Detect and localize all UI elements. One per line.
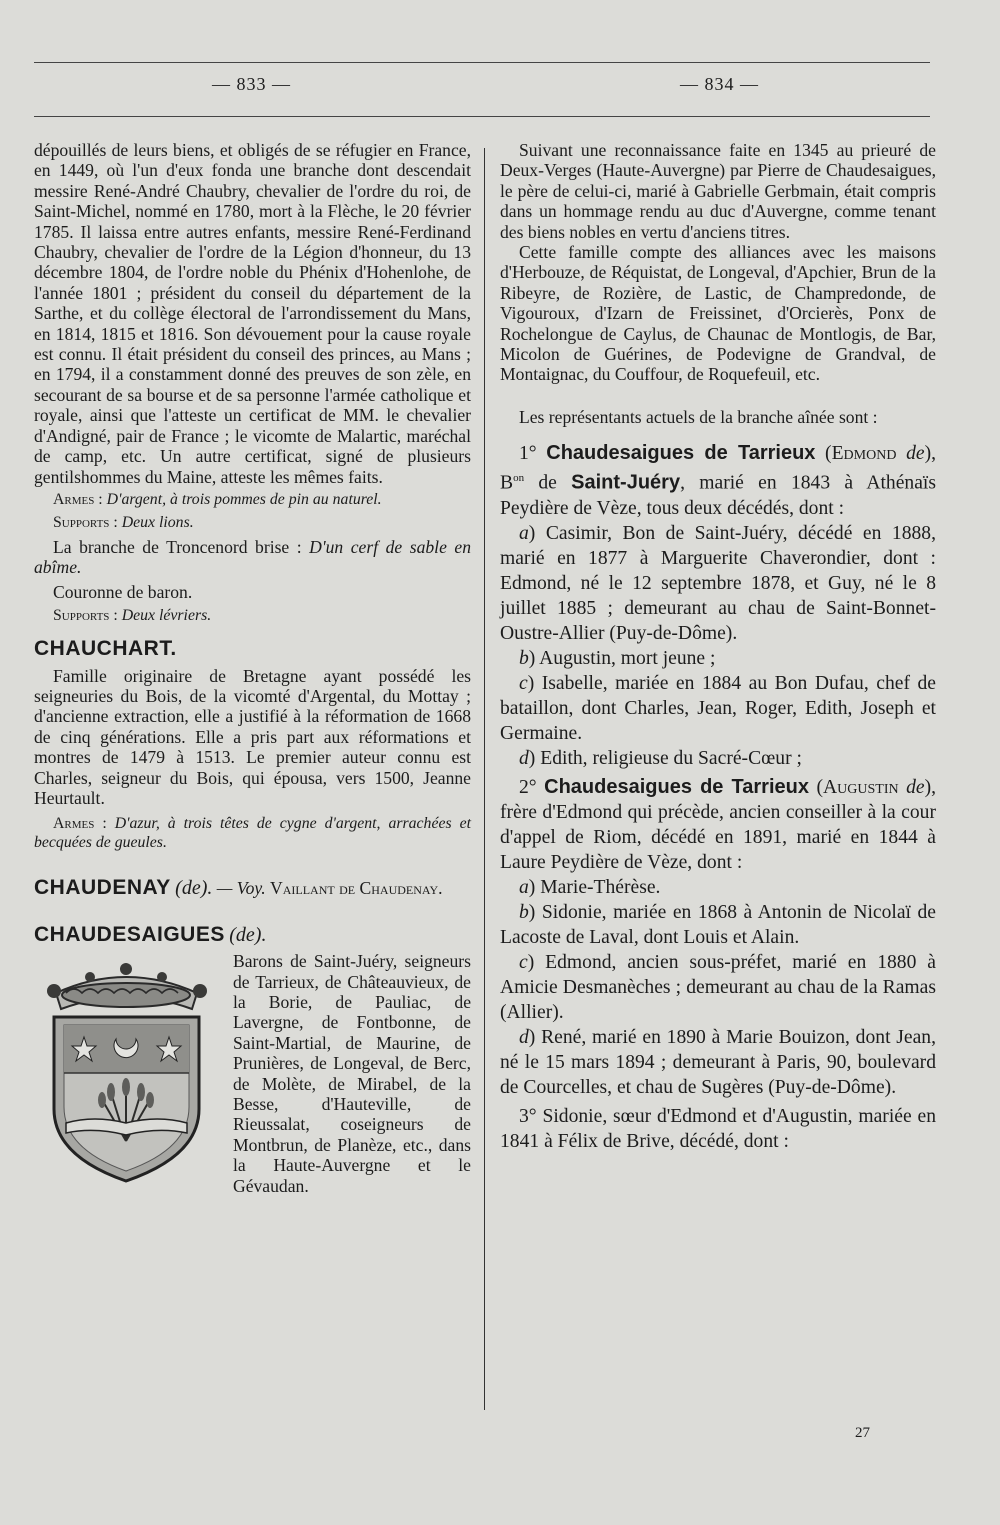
armes-text: D'azur, à trois têtes de cygne d'argent, arrachées et becquées de gueules. (34, 815, 471, 852)
family-name: Chaudesaigues de Tarrieux (544, 775, 809, 798)
child-text: René, marié en 1890 à Marie Bouizon, dont Jean, né le 15 mars 1894 ; demeurant à Paris, 90, boulevard de Courcelles, et chau de Sugères (Puy-de-Dôme). (500, 1026, 936, 1098)
coat-of-arms-image (34, 951, 219, 1187)
troncenord-text: La branche de Troncenord brise : (53, 536, 310, 557)
child-b: b) Augustin, mort jeune ; (519, 647, 716, 669)
child-text: Marie-Thérèse. (540, 876, 661, 898)
supports-text: Deux lévriers. (121, 607, 212, 625)
family-name: Chaudesaigues de Tarrieux (546, 442, 816, 465)
left-column (34, 140, 471, 1196)
supports-text: Deux lions. (121, 513, 194, 531)
page-number-right: — 834 — (680, 74, 759, 94)
augustin-heading: 2° Chaudesaigues de Tarrieux (Augustin de), frère d'Edmond qui précède, ancien conseiller à la cour d'appel de Riom, décédé en 1891, marié en 1844 à Laure Peydière de Vèze, dont : (500, 775, 937, 873)
chaudenay-particle: (de). (175, 877, 213, 900)
child-text: Edith, religieuse du Sacré-Cœur ; (540, 747, 802, 769)
item-letter: c (519, 951, 528, 973)
particle: de (906, 776, 925, 798)
child-a: a) Marie-Thérèse. (519, 876, 661, 898)
chaubry-paragraph: dépouillés de leurs biens, et obligés de se réfugier en France, en 1449, où l'un d'eux fonda une branche dont descendait messire René-André Chaubry, chevalier de l'ordre du roi, de Saint-Michel, nommé en 1780, mort à la Flèche, le 20 février 1785. Il laissa entre autres enfants, messire René-Ferdinand Chaubry, chevalier de l'ordre de la Légion d'honneur, du 13 décembre 1804, de l'ordre noble du Phénix d'Hohenlohe, de l'année 1801 ; président du conseil du département de la Sarthe, et du collège électoral de l'arrondissement du Mans, en 1814, 1815 et 1816. Son dévouement pour la cause royale est connu. Il était président du conseil des princes, au Mans ; en 1794, il a constamment donné des preuves de son zèle, en secourant de sa bourse et de sa personne l'armée catholique et royale, ainsi que l'atteste un certificat de MM. le chevalier d'Andigné, pair de France ; le vicomte de Malartic, maréchal de camp, etc. Un autre certificat, signé de plusieurs gentilshommes du Maine, atteste les mêmes faits. (34, 140, 471, 487)
chaudenay-heading: CHAUDENAY (34, 876, 171, 900)
alliances-paragraph: Cette famille compte des alliances avec les maisons d'Herbouze, de Réquistat, de Longeval, d'Apchier, Brun de la Ribeyre, de Rozière, de Lastic, de Champredonde, de Vigouroux, d'Izarn de Freissinet, d'Orcierès, Ponx de Rochelongue de Caylus, de Chaunac de Montlogis, de Bar, Micolon de Guérines, de Podevigne de Grandval, de Montaignac, du Couffour, de Roquefeuil, etc. (500, 242, 936, 385)
item-letter: d (519, 1026, 529, 1048)
child-text: Augustin, mort jeune ; (539, 647, 716, 669)
edmond-details: , marié en 1843 à Athénaïs Peydière de Vèze, tous deux décédés, dont : (500, 472, 936, 519)
child-a: a) Casimir, Bon de Saint-Juéry, décédé en 1888, marié en 1877 à Marguerite Chaverondier, dont : Edmond, né le 12 septembre 1878, et Guy, né le 8 juillet 1885 ; demeurant au chau de Saint-Bonnet-Oustre-Allier (Puy-de-Dôme). (500, 522, 936, 644)
given-name: Augustin (823, 776, 899, 798)
chaudesaigues-heading-line (34, 922, 471, 946)
entry-edmond (500, 441, 936, 771)
given-name: Edmond (831, 443, 897, 465)
item-letter: a (519, 522, 529, 544)
augustin-details: ), frère d'Edmond qui précède, ancien conseiller à la cour d'appel de Riom, décédé en 1891, marié en 1844 à Laure Peydière de Vèze, dont : (500, 776, 937, 873)
armes-label: Armes : (53, 490, 107, 508)
couronne: Couronne de baron. (53, 581, 193, 602)
top-rule (34, 62, 930, 63)
child-text: Casimir, Bon de Saint-Juéry, décédé en 1888, marié en 1877 à Marguerite Chaverondier, dont : Edmond, né le 12 septembre 1878, et Guy, né le 8 juillet 1885 ; demeurant au chau de Saint-Bonnet-Oustre-Allier (Puy-de-Dôme). (500, 522, 936, 644)
chaudenay-entry (34, 878, 471, 898)
item-letter: c (519, 672, 528, 694)
chaudenay-voy: — Voy. (212, 878, 271, 899)
chauchart-heading: CHAUCHART. (34, 637, 177, 661)
item-letter: d (519, 747, 529, 769)
reconnaissance-paragraph: Suivant une reconnaissance faite en 1345 au prieuré de Deux-Verges (Haute-Auvergne) par Pierre de Chaudesaigues, le père de celui-ci, marié à Gabrielle Gerbmain, était compris dans un hommage rendu au duc d'Auvergne, comme tenant des biens nobles en vertu d'anciens titres. (500, 140, 936, 242)
chaudesaigues-particle: (de). (229, 923, 267, 946)
particle: de (906, 443, 925, 465)
representants-intro: Les représentants actuels de la branche aînée sont : (519, 406, 878, 427)
child-c: c) Edmond, ancien sous-préfet, marié en 1880 à Amicie Desmanèches ; demeurant au chau de la Ramas (Allier). (500, 951, 936, 1023)
supports-troncenord (34, 606, 471, 625)
chaudesaigues-paragraph: Barons de Saint-Juéry, seigneurs de Tarrieux, de Châteauvieux, de la Borie, de Pauliac, de Lavergne, de Fontbonne, de Saint-Martial, de Maurine, de Prunières, de Longeval, de Berc, de Molète, de Mirabel, de la Besse, d'Hauteville, de Rieussalat, coseigneurs de Montbrun, de Planèze, etc., dans la Haute-Auvergne et le Gévaudan. (233, 951, 471, 1196)
armes-text: D'argent, à trois pommes de pin au naturel. (106, 490, 382, 508)
edmond-heading: 1° Chaudesaigues de Tarrieux (Edmond de), $B^{on}$ de Saint-Juéry, marié en 1843 à Athénaïs Peydière de Vèze, tous deux décédés, dont : (500, 442, 936, 519)
item-letter: a (519, 876, 529, 898)
troncenord-branch (34, 537, 471, 578)
entry-number: 2° (519, 776, 537, 798)
supports-label: Supports : (53, 513, 122, 531)
item-letter: b (519, 901, 529, 923)
signature-mark: 27 (855, 1425, 870, 1441)
chaudesaigues-block (34, 951, 471, 1196)
entry-sidonie: 3° Sidonie, sœur d'Edmond et d'Augustin, mariée en 1841 à Félix de Brive, décédé, dont : (500, 1105, 936, 1152)
supports-chaubry (34, 513, 471, 532)
chauchart-paragraph: Famille originaire de Bretagne ayant possédé les seigneuries du Bois, de la vicomté d'Argental, du Mottay ; d'ancienne extraction, elle a justifié à la réformation de 1668 de cinq générations. Elle a pris part aux réformations et montres de 1479 à 1513. Le premier auteur connu est Charles, seigneur du Bois, qui épousa, vers 1500, Jeanne Heurtault. (34, 665, 471, 808)
child-d: d) Edith, religieuse du Sacré-Cœur ; (519, 747, 802, 769)
right-column (500, 140, 936, 1154)
supports-label: Supports : (53, 607, 122, 625)
chaudesaigues-heading: CHAUDESAIGUES (34, 922, 225, 946)
entry-augustin (500, 775, 936, 1154)
barony-name: Saint-Juéry (571, 471, 681, 494)
chaudenay-reference: Vaillant de Chaudenay. (270, 878, 443, 899)
header-rule (34, 116, 930, 117)
armes-chauchart (34, 814, 471, 852)
entry-number: 1° (519, 443, 537, 465)
troncenord-blazon: D'un cerf de sable en abîme. (34, 536, 472, 578)
child-text: Edmond, ancien sous-préfet, marié en 1880 à Amicie Desmanèches ; demeurant au chau de la Ramas (Allier). (500, 951, 936, 1023)
title: B (500, 472, 514, 494)
child-text: Isabelle, mariée en 1884 au Bon Dufau, chef de bataillon, dont Charles, Jean, Roger, Edith, Joseph et Germaine. (500, 672, 936, 744)
armes-label: Armes : (53, 815, 115, 833)
armes-chaubry (34, 490, 471, 509)
child-d: d) René, marié en 1890 à Marie Bouizon, dont Jean, né le 15 mars 1894 ; demeurant à Paris, 90, boulevard de Courcelles, et chau de Sugères (Puy-de-Dôme). (500, 1026, 936, 1098)
child-b: b) Sidonie, mariée en 1868 à Antonin de Nicolaï de Lacoste de Laval, dont Louis et Alain. (500, 901, 936, 948)
title-superscript: on (513, 472, 525, 485)
child-text: Sidonie, mariée en 1868 à Antonin de Nicolaï de Lacoste de Laval, dont Louis et Alain. (500, 901, 936, 948)
item-letter: b (519, 647, 529, 669)
column-divider (484, 148, 485, 1410)
page-number-left: — 833 — (212, 74, 291, 94)
child-c: c) Isabelle, mariée en 1884 au Bon Dufau, chef de bataillon, dont Charles, Jean, Roger, Edith, Joseph et Germaine. (500, 672, 936, 744)
